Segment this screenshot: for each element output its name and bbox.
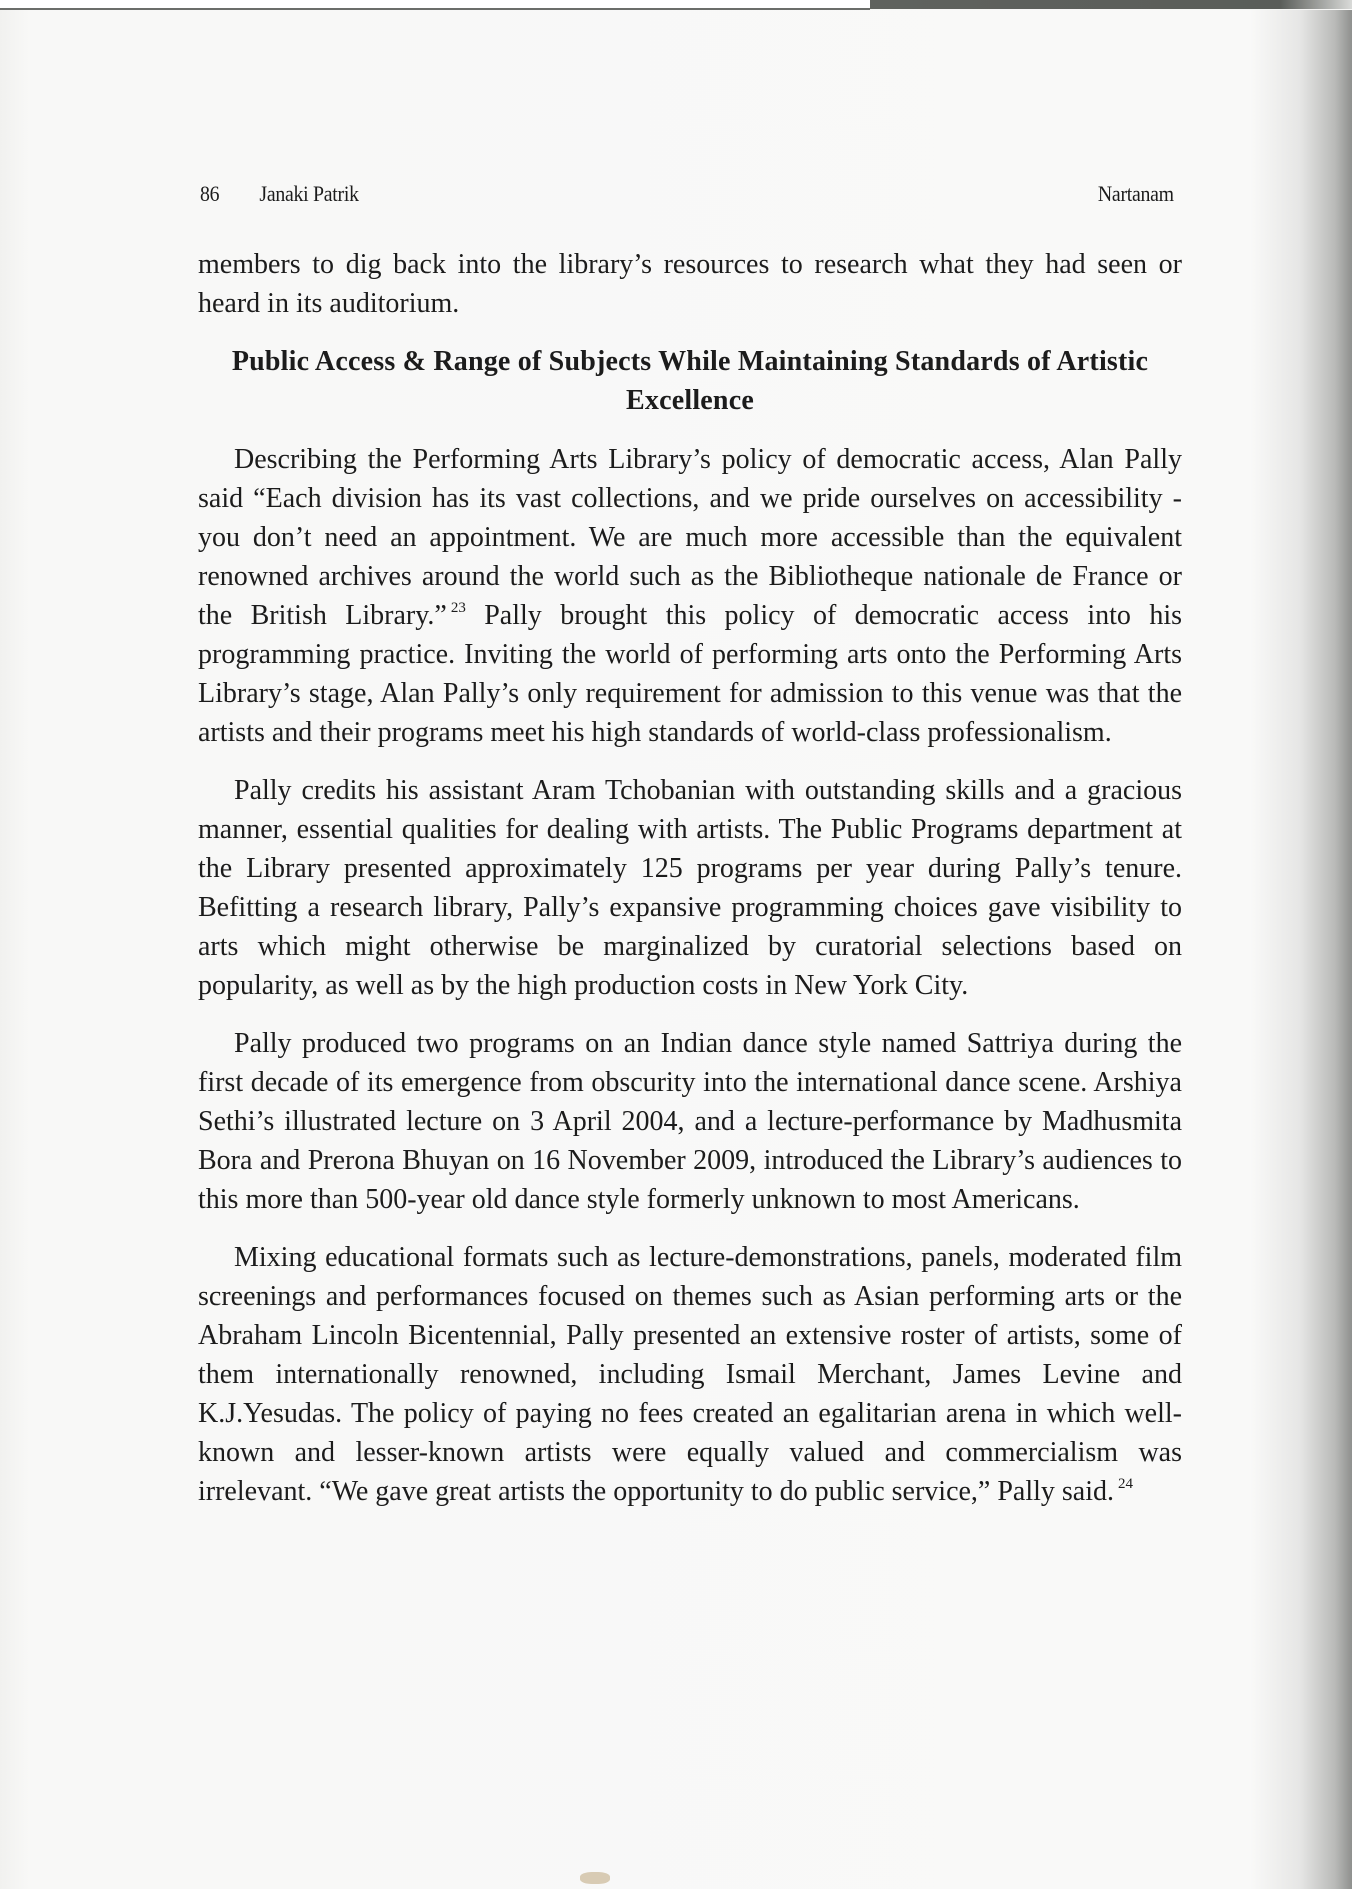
paragraph-sattriya: Pally produced two programs on an Indian dance style named Sattriya during the first decade of its emergence from obscurity into the international dance scene. Arshiya Sethi’s illustrated lecture on 3 April 2004, and a lecture-performance by Madhusmita Bora and Prerona Bhuyan on 16 November 2009, introduced the Library’s audiences to this more than 500-year old dance style formerly unknown to most Americans.: [198, 1028, 1182, 1215]
paragraph-text: Describing the Performing Arts Library’s policy of democratic access, Alan Pally said “Each division has its vast collections, and we pride ourselves on accessibility - you don’t need an appointment. We are much more accessible than the equivalent renowned archives around the world such as the Bibliotheque nationale de France or the British Library.”: [198, 444, 1182, 631]
paragraph-democratic-access: [198, 440, 1182, 752]
scan-top-edge: [0, 0, 870, 10]
footnote-ref-24: 24: [1118, 1476, 1134, 1492]
paragraph-text-cont: Pally brought this policy of democratic access into his programming practice. Inviting the world of performing arts onto the Performing Arts Library’s stage, Alan Pally’s only requirement for admission to this venue was that the artists and their programs meet his high standards of world-class professionalism.: [198, 600, 1182, 748]
paragraph-educational-formats: [198, 1238, 1182, 1511]
running-head: [200, 181, 1174, 209]
running-head-author: Janaki Patrik: [259, 181, 359, 206]
page-number: 86: [200, 181, 220, 206]
scan-artifact: [580, 1872, 610, 1884]
footnote-ref-23: 23: [450, 600, 466, 616]
running-head-journal: Nartanam: [1097, 181, 1174, 206]
paragraph-assistant: Pally credits his assistant Aram Tchobanian with outstanding skills and a gracious manner, essential qualities for dealing with artists. The Public Programs department at the Library presented approximately 125 programs per year during Pally’s tenure. Befitting a research library, Pally’s expansive programming choices gave visibility to arts which might otherwise be marginalized by curatorial selections based on popularity, as well as by the high production costs in New York City.: [198, 775, 1182, 1001]
paragraph-text: Mixing educational formats such as lecture-demonstrations, panels, moderated film screenings and performances focused on themes such as Asian performing arts or the Abraham Lincoln Bicentennial, Pally presented an extensive roster of artists, some of them internationally renowned, including Ismail Merchant, James Levine and K.J.Yesudas. The policy of paying no fees created an egalitarian arena in which well-known and lesser-known artists were equally valued and commercialism was irrelevant. “We gave great artists the opportunity to do public service,” Pally said.: [198, 1242, 1182, 1507]
body-text: [198, 245, 1182, 1511]
scan-dark-margin: [870, 0, 1352, 9]
continuation-paragraph: members to dig back into the library’s resources to research what they had seen or heard in its auditorium.: [198, 249, 1182, 319]
section-heading: Public Access & Range of Subjects While Maintaining Standards of Artistic Excellence: [231, 346, 1149, 416]
